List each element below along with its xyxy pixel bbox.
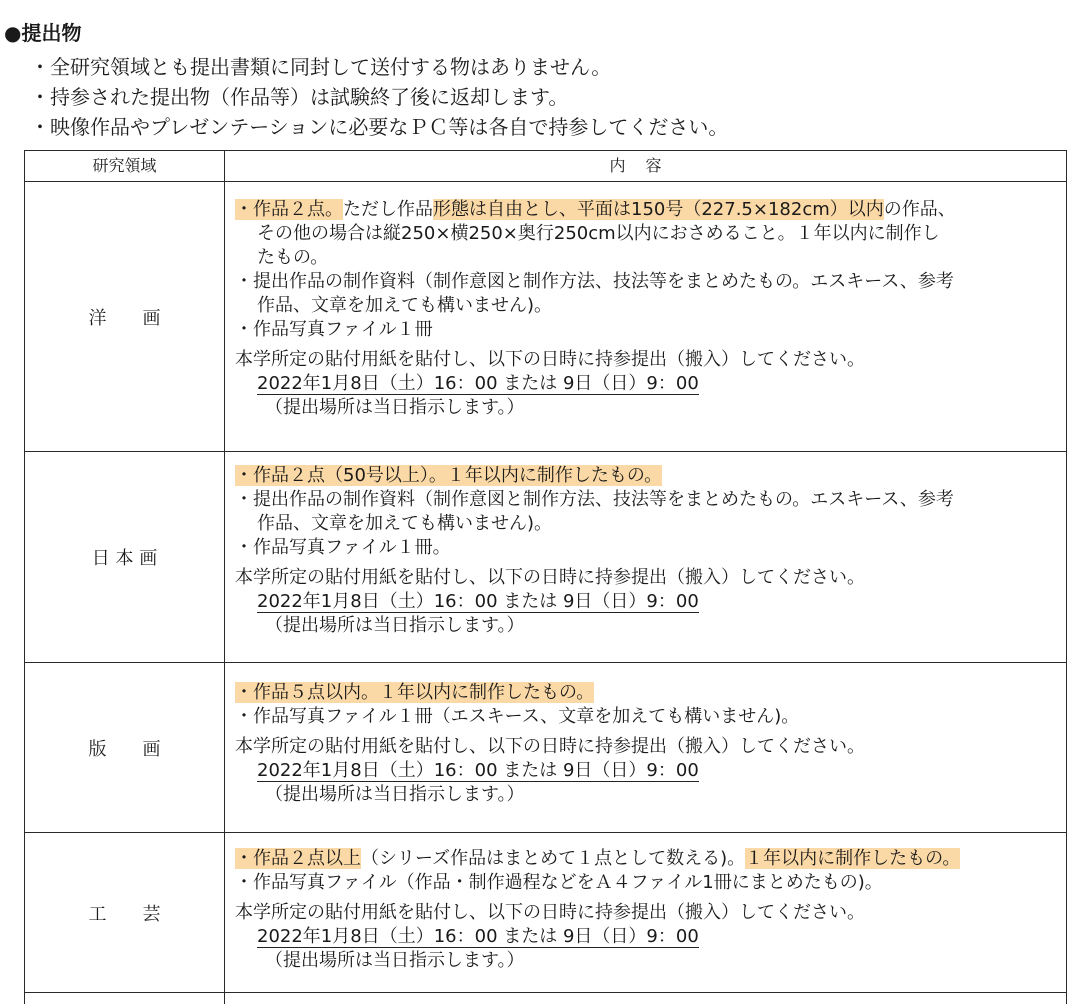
- content-line: 作品、文章を加えても構いません)。: [257, 513, 553, 534]
- note-item: ・全研究領域とも提出書類に同封して送付する物はありません。: [30, 55, 612, 79]
- date-line: [235, 759, 1060, 783]
- header-content: 内容: [609, 156, 682, 175]
- instruction-line: 本学所定の貼付用紙を貼付し、以下の日時に持参提出（搬入）してください。: [235, 902, 865, 923]
- area-name: 工 芸: [88, 903, 161, 925]
- submission-date: 2022年1月8日（土）16：00 または 9日（日）9：00: [257, 926, 699, 947]
- highlight: ・作品２点。: [235, 199, 343, 220]
- date-line: [235, 372, 1060, 396]
- area-name: 日 本 画: [91, 548, 158, 569]
- table-row: [25, 182, 1066, 452]
- instruction-line: 本学所定の貼付用紙を貼付し、以下の日時に持参提出（搬入）してください。: [235, 736, 865, 757]
- highlight: ・作品２点（50号以上）。１年以内に制作したもの。: [235, 465, 663, 486]
- content-cell: [235, 198, 1060, 420]
- submission-date: 2022年1月8日（土）16：00 または 9日（日）9：00: [257, 591, 699, 612]
- notes-list: [30, 52, 728, 142]
- note-item: ・持参された提出物（作品等）は試験終了後に返却します。: [30, 85, 569, 109]
- area-name: 洋 画: [88, 307, 161, 329]
- section-heading: ●提出物: [4, 21, 82, 45]
- highlight: ・作品２点以上: [235, 848, 361, 869]
- date-line: [235, 925, 1060, 949]
- note-item: ・映像作品やプレゼンテーションに必要なＰＣ等は各自で持参してください。: [30, 115, 729, 139]
- content-line: [235, 464, 1060, 488]
- content-line: [235, 847, 1060, 871]
- highlight: １年以内に制作したもの。: [745, 848, 961, 869]
- table-row: [25, 993, 1066, 1005]
- text: ただし作品: [343, 199, 433, 220]
- place-line: （提出場所は当日指示します。）: [265, 397, 525, 418]
- content-cell: [235, 847, 1060, 973]
- table-row: [25, 833, 1066, 993]
- text: （シリーズ作品はまとめて１点として数える)。: [361, 848, 746, 869]
- instruction-line: 本学所定の貼付用紙を貼付し、以下の日時に持参提出（搬入）してください。: [235, 349, 865, 370]
- content-line: ・作品写真ファイル１冊: [235, 319, 433, 340]
- table-row: [25, 452, 1066, 663]
- submission-date: 2022年1月8日（土）16：00 または 9日（日）9：00: [257, 373, 699, 394]
- highlight: 形態は自由とし、平面は150号（227.5×182cm）以内: [433, 199, 884, 220]
- content-cell: [235, 464, 1060, 638]
- content-line: たもの。: [257, 247, 329, 268]
- table-header: [25, 151, 1066, 182]
- content-line: 作品、文章を加えても構いません)。: [257, 295, 553, 316]
- place-line: （提出場所は当日指示します。）: [265, 950, 525, 971]
- area-name: 版 画: [88, 738, 161, 760]
- content-line: ・提出作品の制作資料（制作意図と制作方法、技法等をまとめたもの。エスキース、参考: [235, 271, 954, 292]
- submission-date: 2022年1月8日（土）16：00 または 9日（日）9：00: [257, 760, 699, 781]
- table-row: [25, 663, 1066, 833]
- submission-table: [24, 150, 1067, 1004]
- content-line: ・作品写真ファイル１冊（エスキース、文章を加えても構いません)。: [235, 706, 800, 727]
- content-line: ・作品写真ファイル１冊。: [235, 537, 451, 558]
- highlight: ・作品５点以内。１年以内に制作したもの。: [235, 682, 595, 703]
- content-line: [235, 198, 1060, 222]
- content-line: [235, 681, 1060, 705]
- header-area: 研究領域: [92, 156, 157, 175]
- content-cell: [235, 681, 1060, 807]
- place-line: （提出場所は当日指示します。）: [265, 784, 525, 805]
- content-line: ・作品写真ファイル（作品・制作過程などをＡ４ファイル1冊にまとめたもの)。: [235, 872, 883, 893]
- text: の作品、: [883, 199, 956, 220]
- place-line: （提出場所は当日指示します。）: [265, 615, 525, 636]
- content-line: ・提出作品の制作資料（制作意図と制作方法、技法等をまとめたもの。エスキース、参考: [235, 489, 954, 510]
- date-line: [235, 590, 1060, 614]
- instruction-line: 本学所定の貼付用紙を貼付し、以下の日時に持参提出（搬入）してください。: [235, 567, 865, 588]
- content-line: その他の場合は縦250×横250×奥行250cm以内におさめること。１年以内に制作し: [257, 223, 940, 244]
